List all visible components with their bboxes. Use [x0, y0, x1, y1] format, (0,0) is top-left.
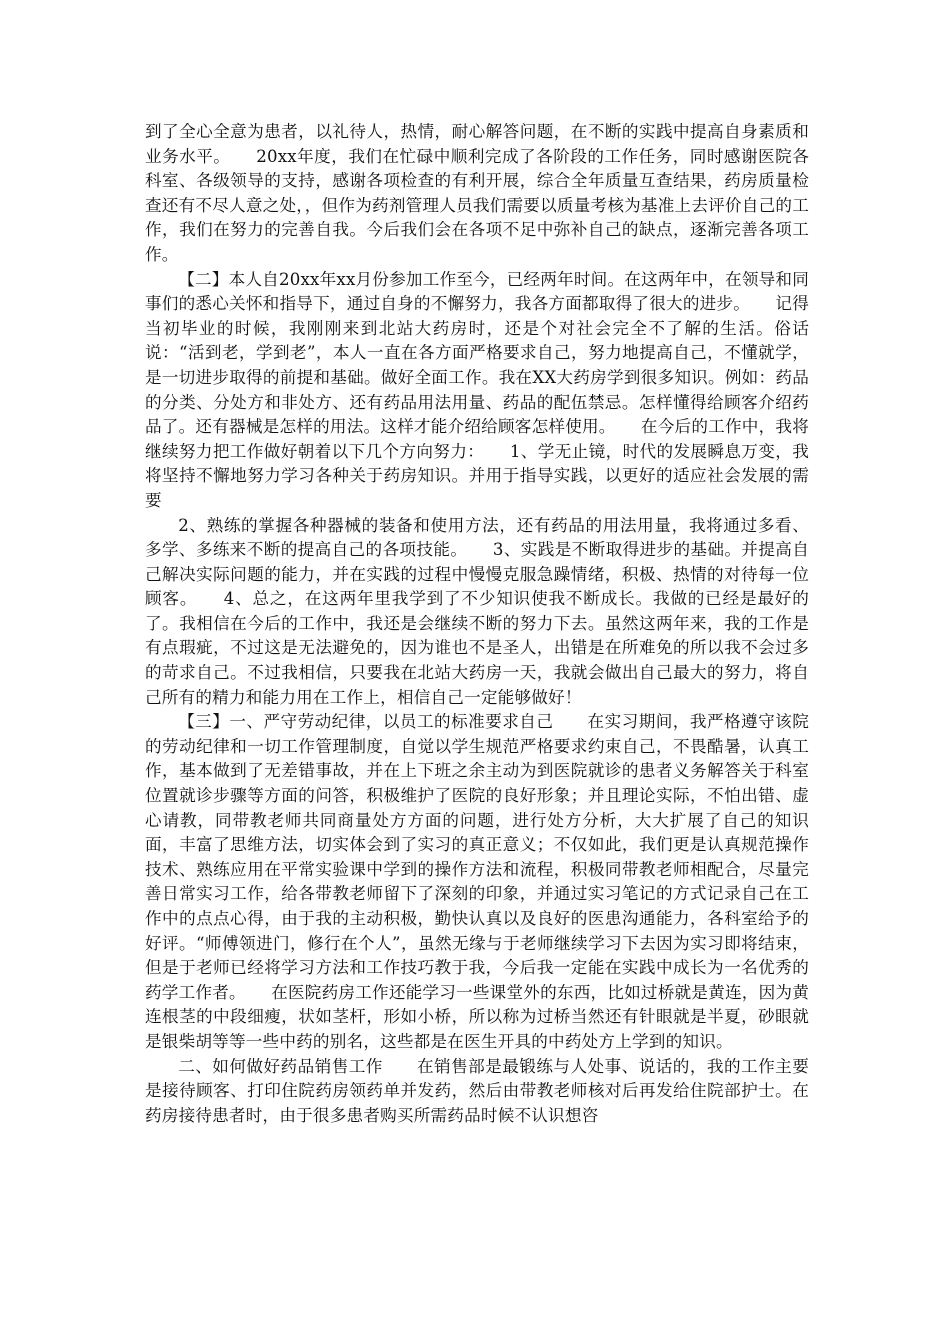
- paragraph-4: 【三】一、严守劳动纪律，以员工的标准要求自己 在实习期间，我严格遵守该院的劳动纪律和一切工作管理制度，自觉以学生规范严格要求约束自己，不畏酷暑，认真工作，基本做到了无差错事故，并在上下班之余主动为到医院就诊的患者义务解答关于科室位置就诊步骤等方面的问答，积极维护了医院的良好形象；并且理论实际，不怕出错、虚心请教，同带教老师共同商量处方方面的问题，进行处方分析，大大扩展了自己的知识面，丰富了思维方法，切实体会到了实习的真正意义；不仅如此，我们更是认真规范操作技术、熟练应用在平常实验课中学到的操作方法和流程，积极同带教老师相配合，尽量完善日常实习工作，给各带教老师留下了深刻的印象，并通过实习笔记的方式记录自己在工作中的点点心得，由于我的主动积极，勤快认真以及良好的医患沟通能力，各科室给予的好评。“师傅领进门，修行在个人”，虽然无缘与于老师继续学习下去因为实习即将结束，但是于老师已经将学习方法和工作技巧教于我，今后我一定能在实践中成长为一名优秀的药学工作者。 在医院药房工作还能学习一些课堂外的东西，比如过桥就是黄连，因为黄连根茎的中段细瘦，状如茎杆，形如小桥，所以称为过桥当然还有针眼就是半夏，砂眼就是银柴胡等等一些中药的别名，这些都是在医生开具的中药处方上学到的知识。: [145, 712, 809, 1051]
- paragraph-2: 【二】本人自20xx年xx月份参加工作至今，已经两年时间。在这两年中，在领导和同事们的悉心关怀和指导下，通过自身的不懈努力，我各方面都取得了很大的进步。 记得当初毕业的时候，我刚刚来到北站大药房时，还是个对社会完全不了解的生活。俗话说：“活到老，学到老”，本人一直在各方面严格要求自己，努力地提高自己，不懂就学，是一切进步取得的前提和基础。做好全面工作。我在XX大药房学到很多知识。例如：药品的分类、分处方和非处方、还有药品用法用量、药品的配伍禁忌。怎样懂得给顾客介绍药品了。还有器械是怎样的用法。这样才能介绍给顾客怎样使用。 在今后的工作中，我将继续努力把工作做好朝着以下几个方向努力： 1、学无止镜，时代的发展瞬息万变，我将坚持不懈地努力学习各种关于药房知识。并用于指导实践，以更好的适应社会发展的需要: [145, 269, 809, 510]
- paragraph-1: 到了全心全意为患者，以礼待人，热情，耐心解答问题，在不断的实践中提高自身素质和业务水平。 20xx年度，我们在忙碌中顺利完成了各阶段的工作任务，同时感谢医院各科室、各级领导的支持，感谢各项检查的有利开展，综合全年质量互查结果，药房质量检查还有不尽人意之处，，但作为药剂管理人员我们需要以质量考核为基准上去评价自己的工作，我们在努力的完善自我。今后我们会在各项不足中弥补自己的缺点，逐渐完善各项工作。: [145, 122, 809, 264]
- paragraph-5: 二、如何做好药品销售工作 在销售部是最锻练与人处事、说话的，我的工作主要是接待顾客、打印住院药房领药单并发药，然后由带教老师核对后再发给住院部护士。在药房接待患者时，由于很多患者购买所需药品时候不认识想咨: [145, 1056, 809, 1125]
- paragraph-3: 2、熟练的掌握各种器械的装备和使用方法，还有药品的用法用量，我将通过多看、多学、多练来不断的提高自己的各项技能。 3、实践是不断取得进步的基础。并提高自己解决实际问题的能力，并在实践的过程中慢慢克服急躁情绪，积极、热情的对待每一位顾客。 4、总之，在这两年里我学到了不少知识使我不断成长。我做的已经是最好的了。我相信在今后的工作中，我还是会继续不断的努力下去。虽然这两年来，我的工作是有点瑕疵，不过这是无法避免的，因为谁也不是圣人，出错是在所难免的所以我不会过多的苛求自己。不过我相信，只要我在北站大药房一天，我就会做出自己最大的努力，将自己所有的精力和能力用在工作上，相信自己一定能够做好！: [145, 515, 809, 707]
- document-page: [145, 120, 809, 1128]
